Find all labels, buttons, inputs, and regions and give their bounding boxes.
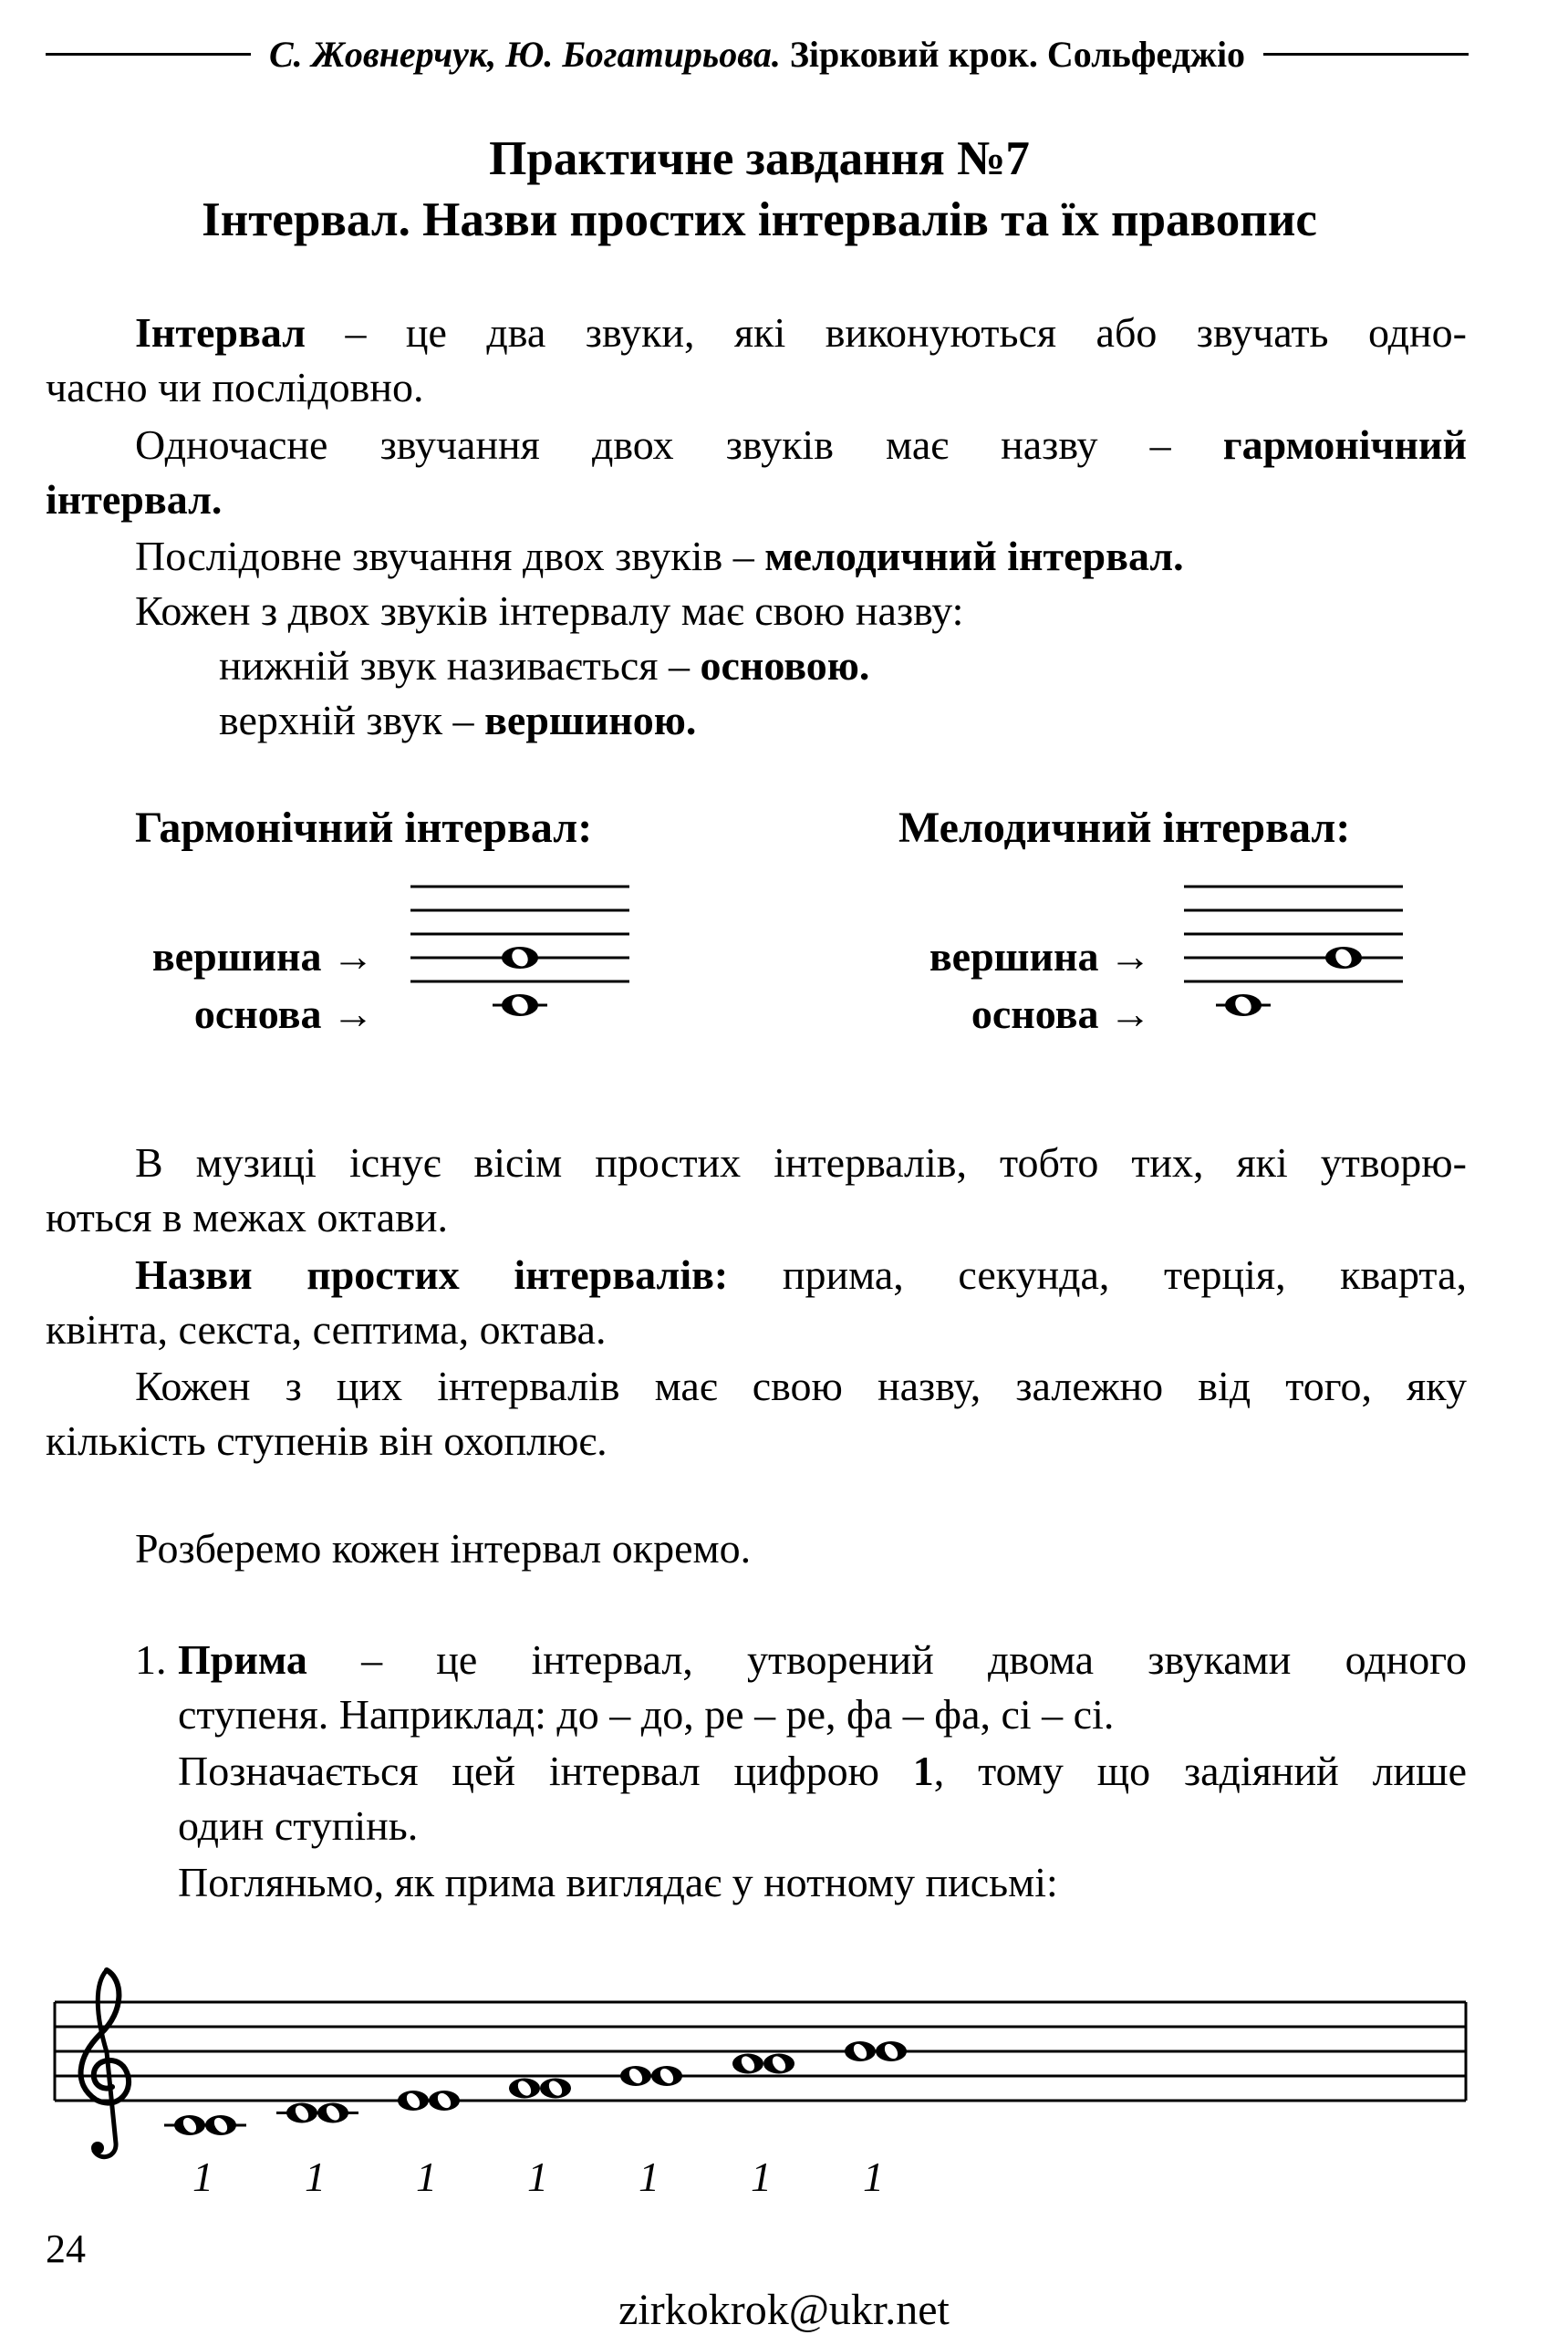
simple-p1-line-2: ються в межах октави. <box>46 1194 449 1240</box>
prima-staff-example <box>50 1961 1473 2171</box>
title-line-1: Практичне завдання №7 <box>489 132 1030 185</box>
simple-p3-line-1: Кожен з цих інтервалів має свою назву, залежно від того, яку <box>135 1363 1467 1409</box>
prima-note-pair <box>164 2115 246 2135</box>
interval-label: 1 <box>751 2153 772 2200</box>
melodic-def <box>135 529 1184 584</box>
melodic-diagram-title: Мелодичний інтервал: <box>898 804 1351 852</box>
note-pairs <box>164 2041 907 2135</box>
prima-note-pair <box>276 2103 358 2123</box>
prima-line-2: ступеня. Наприклад: до – до, ре – ре, фа – фа, сі – сі. <box>178 1691 1115 1738</box>
header-authors: С. Жовнерчук, Ю. Богатирьова. <box>268 33 781 75</box>
interval-label: 1 <box>863 2153 884 2200</box>
bottom-note-whole <box>1216 993 1271 1017</box>
harmonic-bottom-label: основа → <box>193 991 374 1037</box>
harmonic-def-text: Одночасне звучання двох звуків має назву – <box>135 421 1223 468</box>
interval-label: 1 <box>305 2153 326 2200</box>
definition-line-1 <box>135 306 1467 360</box>
prima-text-a: – це інтервал, утворений двома звуками одного <box>306 1636 1467 1683</box>
simple-names-line-1 <box>135 1248 1467 1302</box>
page-number: 24 <box>46 2226 86 2271</box>
top-note-whole <box>1325 946 1362 970</box>
footer-email: zirkokrok@ukr.net <box>618 2286 950 2334</box>
harmonic-top-label: вершина → <box>151 933 374 980</box>
melodic-top-label: вершина → <box>929 933 1151 980</box>
interval-label: 1 <box>416 2153 437 2200</box>
parts-lower <box>219 638 869 693</box>
prima-line-5: Погляньмо, як прима виглядає у нотному письмі: <box>178 1859 1058 1905</box>
names-list-a: прима, секунда, терція, кварта, <box>728 1251 1468 1298</box>
simple-p3-line-2: кількість ступенів він охоплює. <box>46 1417 607 1464</box>
parts-upper-text: верхній звук – <box>219 697 485 743</box>
prima-number: 1. <box>135 1636 167 1683</box>
interval-label: 1 <box>527 2153 548 2200</box>
prima-text-c2: , тому що задіяний лише <box>933 1748 1467 1794</box>
interval-label: 1 <box>639 2153 659 2200</box>
title-line-2: Інтервал. Назви простих інтервалів та їх правопис <box>202 193 1317 246</box>
top-note-whole <box>502 946 538 970</box>
interval-label: 1 <box>192 2153 213 2200</box>
harmonic-def-line-1 <box>135 418 1467 472</box>
simple-p1-line-1: В музиці існує вісім простих інтервалів, тобто тих, які утворю- <box>135 1139 1467 1186</box>
harmonic-def-line-2 <box>46 472 222 527</box>
prima-note-pair <box>398 2091 460 2111</box>
treble-clef-icon <box>81 1970 130 2157</box>
prima-text-c1: Позначається цей інтервал цифрою <box>178 1748 913 1794</box>
harmonic-interval-staff <box>401 876 639 1012</box>
parts-upper-bold: вершиною. <box>484 697 697 743</box>
staff-lines <box>55 2002 1466 2101</box>
harmonic-diagram-title: Гармонічний інтервал: <box>135 804 593 852</box>
parts-intro: Кожен з двох звуків інтервалу має свою назву: <box>135 587 964 634</box>
prima-digit: 1 <box>912 1748 934 1794</box>
prima-line-1 <box>178 1633 1467 1687</box>
prima-note-pair <box>509 2079 571 2099</box>
harmonic-def-bold-2: інтервал. <box>46 476 223 523</box>
parts-upper <box>219 693 696 748</box>
prima-term: Прима <box>178 1636 307 1683</box>
running-header <box>46 26 1469 82</box>
parts-lower-bold: основою. <box>700 642 870 689</box>
header-text <box>251 33 1263 76</box>
harmonic-def-bold: гармонічний <box>1222 421 1467 468</box>
parts-lower-text: нижній звук називається – <box>219 642 701 689</box>
definition-text-a: – це два звуки, які виконуються або звучать одно- <box>306 309 1467 356</box>
prima-line-4: один ступінь. <box>178 1802 419 1849</box>
bottom-note-whole <box>493 993 547 1017</box>
definition-line-2: часно чи послідовно. <box>46 364 424 410</box>
prima-note-pair <box>620 2066 682 2086</box>
melodic-bottom-label: основа → <box>971 991 1151 1037</box>
names-label: Назви простих інтервалів: <box>135 1251 729 1298</box>
header-rule-right <box>1263 53 1469 56</box>
simple-names-line-2: квінта, секста, септима, октава. <box>46 1306 607 1353</box>
header-rule-left <box>46 53 251 56</box>
term-interval: Інтервал <box>135 309 306 356</box>
melodic-def-text: Послідовне звучання двох звуків – <box>135 533 765 579</box>
prima-note-pair <box>845 2041 907 2061</box>
melodic-def-bold: мелодичний інтервал. <box>764 533 1184 579</box>
header-book: Зірковий крок. Сольфеджіо <box>789 33 1246 75</box>
prima-note-pair <box>732 2054 794 2074</box>
prima-line-3 <box>178 1744 1467 1799</box>
simple-p4: Розберемо кожен інтервал окремо. <box>135 1525 752 1572</box>
melodic-interval-staff <box>1175 876 1412 1012</box>
